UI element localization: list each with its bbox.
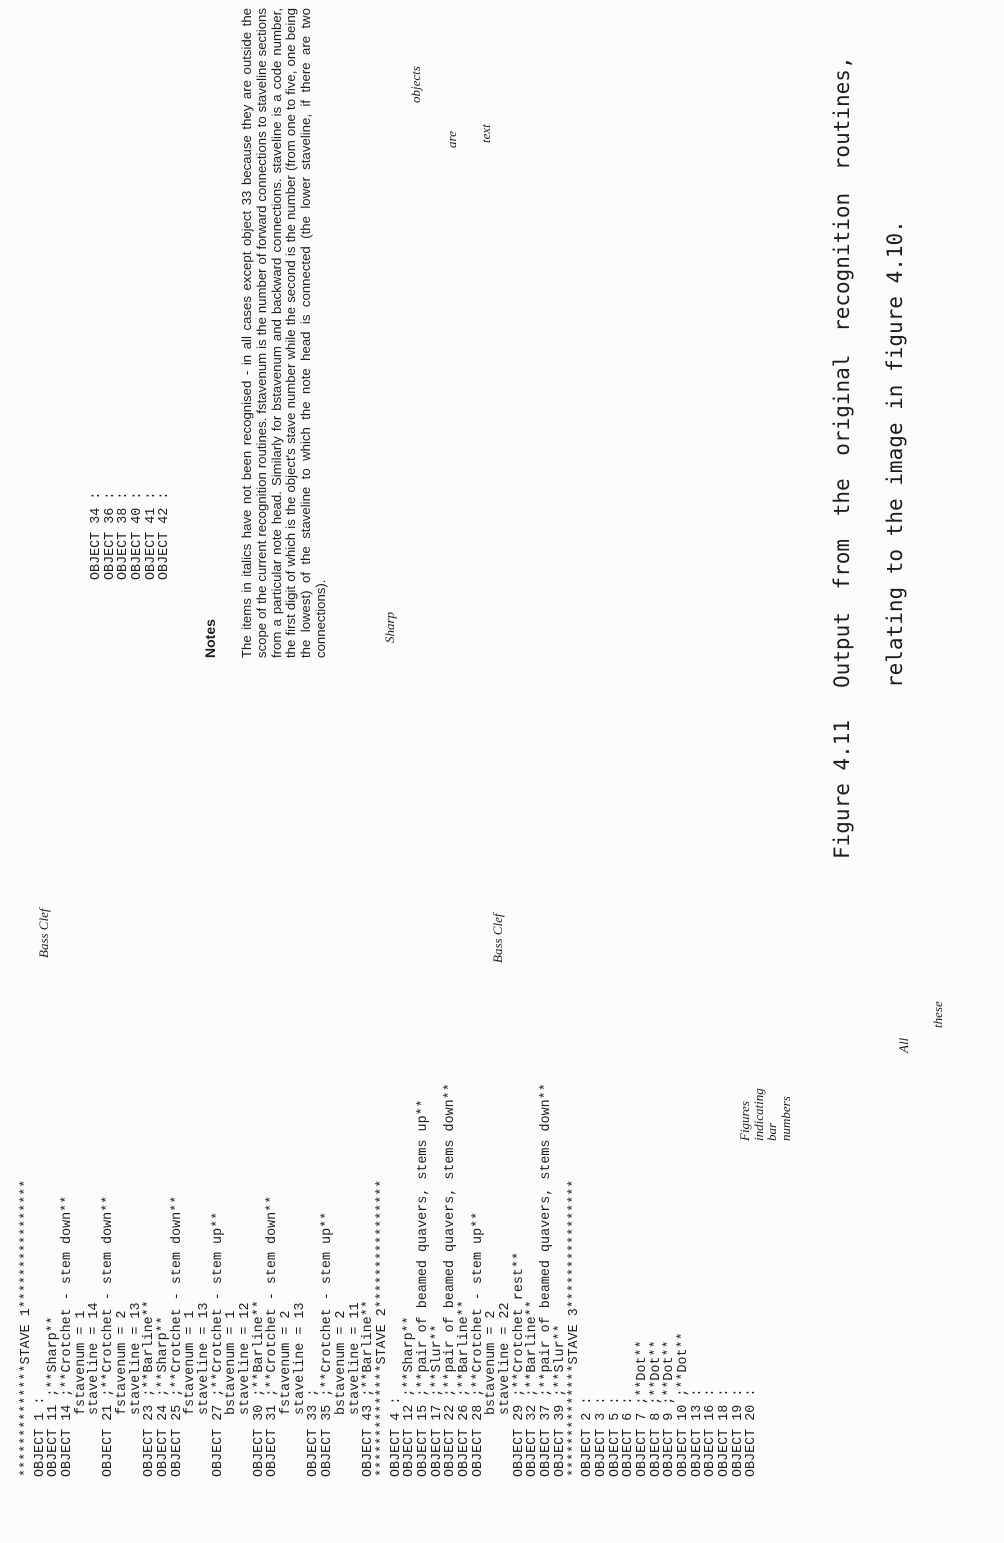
figure-label: Figure 4.11 — [830, 719, 854, 859]
listing-line: OBJECT 36 : — [102, 491, 118, 580]
annotation-figures-line: bar — [764, 1122, 779, 1141]
listing-line: **************STAVE 1**************** — [19, 1179, 34, 1477]
annotation-are: are — [444, 131, 459, 148]
listing-line: OBJECT 38 : — [116, 491, 132, 580]
listing-line: staveline = 14 — [87, 1302, 103, 1415]
listing-line: **************STAVE 3**************** — [566, 1179, 582, 1477]
listing-line: OBJECT 17 ;**Slur** — [429, 1324, 445, 1477]
listing-line: OBJECT 9 ;**Dot** — [662, 1340, 678, 1477]
listing-line: OBJECT 29 ;**Crotchet rest** — [511, 1252, 527, 1477]
listing-line: OBJECT 37 ;**pair of beamed quavers, stems down** — [539, 1083, 555, 1477]
listing-line: OBJECT 28 ;**Crotchet - stem up** — [470, 1211, 486, 1477]
listing-line: fstavenum = 1 — [183, 1310, 199, 1415]
listing-line: OBJECT 11 ;**Sharp** — [46, 1316, 62, 1477]
listing-line: **************STAVE 2**************** — [374, 1179, 390, 1477]
listing-line: OBJECT 14 ;**Crotchet - stem down** — [60, 1195, 76, 1477]
listing-line: OBJECT 22 ;**pair of beamed quavers, stems down** — [443, 1083, 459, 1477]
listing-line: bstavenum = 2 — [484, 1310, 500, 1415]
notes-paragraph: The items in italics have not been recognised - in all cases except object 33 because they are outside the scope of the current recognition routines. fstavenum is the number of forward connections to staveline sections from a particular note head. Similarly for bstavenum and backward connections. staveline is a code number, the first digit of which is the object's stave number while the second is the number (from one to five, one being the lowest) of the staveline to which the note head is connected (the lower staveline, if there are two connections). — [239, 8, 328, 658]
annotation-objects: objects — [408, 66, 423, 103]
listing-line: OBJECT 24 ;**Sharp** — [155, 1316, 171, 1477]
listing-line: OBJECT 25 ;**Crotchet - stem down** — [169, 1195, 185, 1477]
annotation-figures-line: indicating — [750, 1088, 766, 1141]
unrecognised-objects-listing — [90, 492, 172, 580]
notes-heading: Notes — [202, 619, 218, 658]
listing-line: OBJECT 26 ;**Barline** — [457, 1300, 472, 1477]
listing-line: OBJECT 20 : — [744, 1388, 760, 1477]
figure-caption-line-2: relating to the image in figure 4.10. — [883, 220, 907, 688]
annotation-figures-line: numbers — [777, 1096, 793, 1141]
listing-line: bstavenum = 1 — [224, 1310, 240, 1415]
listing-line: staveline = 11 — [347, 1302, 363, 1415]
figure-caption-line-1: Output from the original recognition routines, — [830, 56, 854, 688]
listing-line: OBJECT 1 : — [32, 1396, 48, 1477]
listing-line: OBJECT 39 ;**Slur** — [552, 1324, 568, 1477]
listing-line: OBJECT 5 : — [607, 1396, 623, 1477]
listing-line: OBJECT 8 ;**Dot** — [648, 1340, 664, 1477]
annotation-sharp: Sharp — [382, 611, 397, 643]
annotation-all: All — [896, 1037, 911, 1053]
listing-line: OBJECT 16 : — [703, 1388, 719, 1477]
listing-line: OBJECT 7 ;**Dot** — [634, 1340, 650, 1477]
listing-line: OBJECT 32 ;**Barline** — [525, 1300, 541, 1477]
listing-line: OBJECT 6 : — [621, 1396, 637, 1477]
listing-line: OBJECT 41 : — [143, 491, 159, 580]
listing-line: OBJECT 34 : — [89, 491, 104, 580]
annotation-text: text — [478, 124, 493, 143]
listing-line: OBJECT 2 : — [580, 1396, 596, 1477]
listing-line: OBJECT 12 ;**Sharp** — [402, 1316, 418, 1477]
listing-line: OBJECT 43 ;**Barline** — [361, 1300, 377, 1477]
listing-line: OBJECT 3 : — [593, 1396, 609, 1477]
listing-line: OBJECT 21 ;**Crotchet - stem down** — [101, 1195, 117, 1477]
listing-line: OBJECT 31 ;**Crotchet - stem down** — [265, 1195, 281, 1477]
listing-line: OBJECT 27 ;**Crotchet - stem up** — [210, 1211, 226, 1477]
annotation-figures — [738, 1088, 792, 1141]
annotation-these: these — [930, 1001, 945, 1028]
listing-line: staveline = 22 — [498, 1302, 514, 1415]
listing-line: OBJECT 19 : — [730, 1388, 746, 1477]
listing-line: staveline = 13 — [128, 1302, 144, 1415]
annotation-bass-clef-2: Bass Clef — [490, 913, 505, 963]
listing-line: OBJECT 13 : — [689, 1388, 705, 1477]
listing-line: OBJECT 35 ;**Crotchet - stem up** — [320, 1211, 336, 1477]
listing-line: staveline = 12 — [238, 1302, 253, 1415]
listing-line: OBJECT 4 : — [388, 1396, 404, 1477]
listing-line: OBJECT 18 : — [717, 1388, 733, 1477]
listing-line: OBJECT 15 ;**pair of beamed quavers, stems up** — [415, 1099, 431, 1477]
listing-line: fstavenum = 1 — [73, 1310, 89, 1415]
annotation-bass-clef-1: Bass Clef — [36, 908, 51, 958]
listing-line: fstavenum = 2 — [279, 1310, 295, 1415]
listing-line: OBJECT 33 ; — [306, 1388, 322, 1477]
listing-line: OBJECT 30 ;**Barline** — [251, 1300, 267, 1477]
listing-line: staveline = 13 — [292, 1302, 308, 1415]
listing-line: OBJECT 40 : — [130, 491, 146, 580]
listing-line: OBJECT 23 ;**Barline** — [142, 1300, 158, 1477]
listing-line: OBJECT 42 : — [157, 491, 173, 580]
listing-line: bstavenum = 2 — [333, 1310, 349, 1415]
listing-line: staveline = 13 — [196, 1302, 212, 1415]
listing-line: OBJECT 10 ;**Dot** — [676, 1332, 691, 1477]
annotation-figures-line: Figures — [737, 1101, 752, 1141]
listing-line: fstavenum = 2 — [114, 1310, 130, 1415]
recognition-output-listing — [20, 1083, 759, 1477]
